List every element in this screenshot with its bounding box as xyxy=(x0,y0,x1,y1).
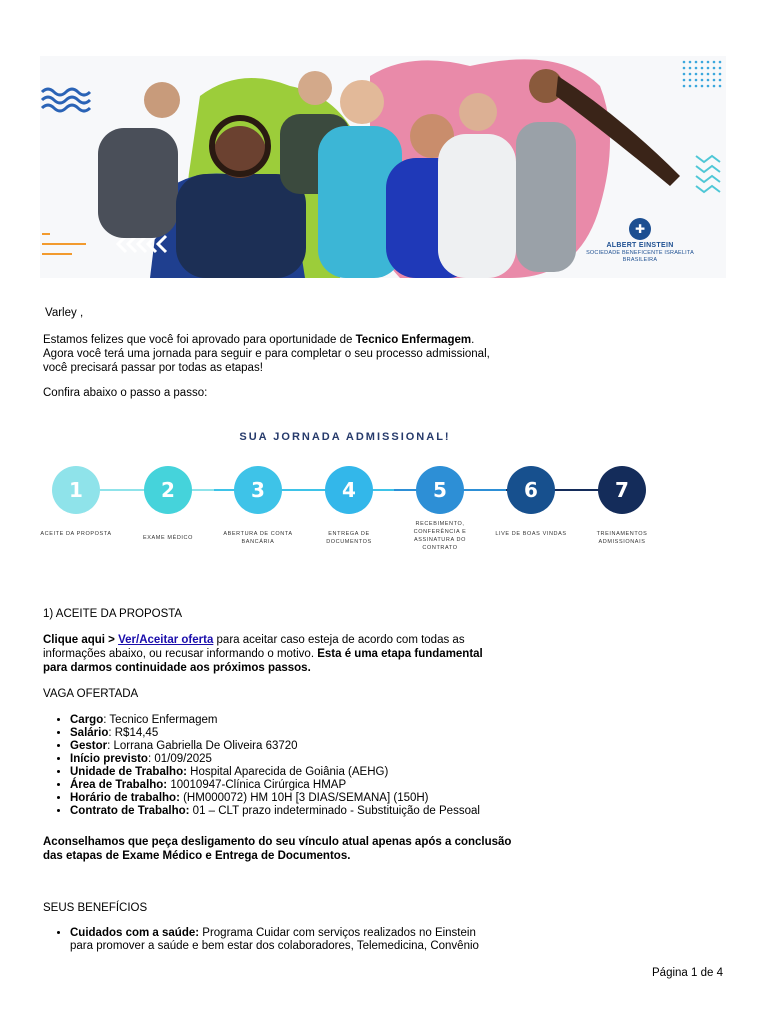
step-1-circle: 1 xyxy=(52,466,100,514)
vaga-item-value: : Tecnico Enfermagem xyxy=(103,714,218,726)
click-prefix: Clique aqui > xyxy=(43,634,119,646)
step-7-label: TREINAMENTOS ADMISSIONAIS xyxy=(596,531,648,545)
step-4-label: ENTREGA DE DOCUMENTOS xyxy=(326,531,372,545)
vaga-item-label: Início previsto xyxy=(70,753,148,765)
vaga-item-label: Salário xyxy=(70,727,109,739)
vaga-item-label: Unidade de Trabalho: xyxy=(70,766,187,778)
page-number: Página 1 de 4 xyxy=(652,967,723,979)
aceite-bold-b: para darmos continuidade aos próximos passos. xyxy=(43,662,311,674)
vaga-item-label: Área de Trabalho: xyxy=(70,779,168,791)
vaga-item xyxy=(70,779,523,792)
vaga-item xyxy=(70,740,523,753)
vaga-item xyxy=(70,714,523,727)
intro-text: Estamos felizes que você foi aprovado para oportunidade de xyxy=(43,334,356,346)
vaga-item-value: : Lorrana Gabriella De Oliveira 63720 xyxy=(107,740,298,752)
vaga-item xyxy=(70,766,523,779)
vaga-item-value: 10010947-Clínica Cirúrgica HMAP xyxy=(167,779,347,791)
advice-line-1: Aconselhamos que peça desligamento do seu vínculo atual apenas após a conclusão xyxy=(43,836,512,848)
vaga-item-label: Cargo xyxy=(70,714,104,726)
vaga-title: VAGA OFERTADA xyxy=(43,688,139,700)
aceite-bold-a: Esta é uma etapa fundamental xyxy=(317,648,483,660)
beneficio-text-2: para promover a saúde e bem estar dos colaboradores, Telemedicina, Convênio xyxy=(70,940,479,952)
beneficios-list xyxy=(43,927,513,953)
vaga-item-value: : 01/09/2025 xyxy=(147,753,212,765)
step-6-label: LIVE DE BOAS VINDAS xyxy=(495,531,567,537)
vaga-item-value: (HM000072) HM 10H [3 DIAS/SEMANA] (150H) xyxy=(179,792,429,804)
section-aceite-title: 1) ACEITE DA PROPOSTA xyxy=(43,608,183,620)
aceite-text-b: informações abaixo, ou recusar informando o motivo. xyxy=(43,648,318,660)
advice-line-2: das etapas de Exame Médico e Entrega de Documentos. xyxy=(43,850,351,862)
step-4-circle: 4 xyxy=(325,466,373,514)
logo-mark-icon: ✚ xyxy=(629,218,651,240)
beneficio-text-1: Programa Cuidar com serviços realizados no Einstein xyxy=(199,927,476,939)
vaga-list xyxy=(43,714,523,818)
journey-steps xyxy=(0,460,768,570)
aceite-text-a: para aceitar caso esteja de acordo com todas as xyxy=(213,634,465,646)
vaga-item xyxy=(70,727,523,740)
step-6-circle: 6 xyxy=(507,466,555,514)
beneficios-title: SEUS BENEFÍCIOS xyxy=(43,902,148,914)
section-aceite-body xyxy=(43,633,483,675)
beneficio-item xyxy=(70,927,513,953)
logo-name: ALBERT EINSTEIN xyxy=(606,242,674,249)
vaga-item-value: 01 – CLT prazo indeterminado - Substituição de Pessoal xyxy=(189,805,480,817)
vaga-details xyxy=(43,714,523,818)
logo-subtitle: SOCIEDADE BENEFICENTE ISRAELITA BRASILEIRA xyxy=(586,250,694,263)
step-5-label: RECEBIMENTO, CONFERÊNCIA E ASSINATURA DO CONTRATO xyxy=(413,521,467,551)
step-5-circle: 5 xyxy=(416,466,464,514)
vaga-item-value: : R$14,45 xyxy=(108,727,159,739)
intro-line-2: Agora você terá uma jornada para seguir e para completar o seu processo admissional, xyxy=(43,348,490,360)
vaga-item-label: Contrato de Trabalho: xyxy=(70,805,190,817)
intro-punct: . xyxy=(471,334,475,346)
intro-line-4: Confira abaixo o passo a passo: xyxy=(43,387,208,399)
greeting: Varley , xyxy=(45,307,84,319)
vaga-item-label: Horário de trabalho: xyxy=(70,792,180,804)
step-2-circle: 2 xyxy=(144,466,192,514)
intro-line-1 xyxy=(43,333,503,347)
role-name: Tecnico Enfermagem xyxy=(355,334,472,346)
vaga-item xyxy=(70,792,523,805)
intro-line-3: você precisará passar por todas as etapas! xyxy=(43,362,263,374)
vaga-advice xyxy=(43,835,513,863)
vaga-item-label: Gestor xyxy=(70,740,108,752)
vaga-item xyxy=(70,805,523,818)
step-3-label: ABERTURA DE CONTA BANCÁRIA xyxy=(223,531,293,545)
journey-connector xyxy=(0,460,768,520)
header-banner xyxy=(40,56,726,278)
albert-einstein-logo xyxy=(580,218,700,264)
journey-title: SUA JORNADA ADMISSIONAL! xyxy=(239,431,451,443)
step-2-label: EXAME MÉDICO xyxy=(143,535,193,541)
intro-paragraph xyxy=(43,333,503,375)
beneficio-label: Cuidados com a saúde: xyxy=(70,927,200,939)
step-7-circle: 7 xyxy=(598,466,646,514)
step-1-label: ACEITE DA PROPOSTA xyxy=(40,531,112,537)
vaga-item xyxy=(70,753,523,766)
accept-offer-link[interactable]: Ver/Aceitar oferta xyxy=(118,634,214,646)
step-3-circle: 3 xyxy=(234,466,282,514)
vaga-item-value: Hospital Aparecida de Goiânia (AEHG) xyxy=(186,766,389,778)
